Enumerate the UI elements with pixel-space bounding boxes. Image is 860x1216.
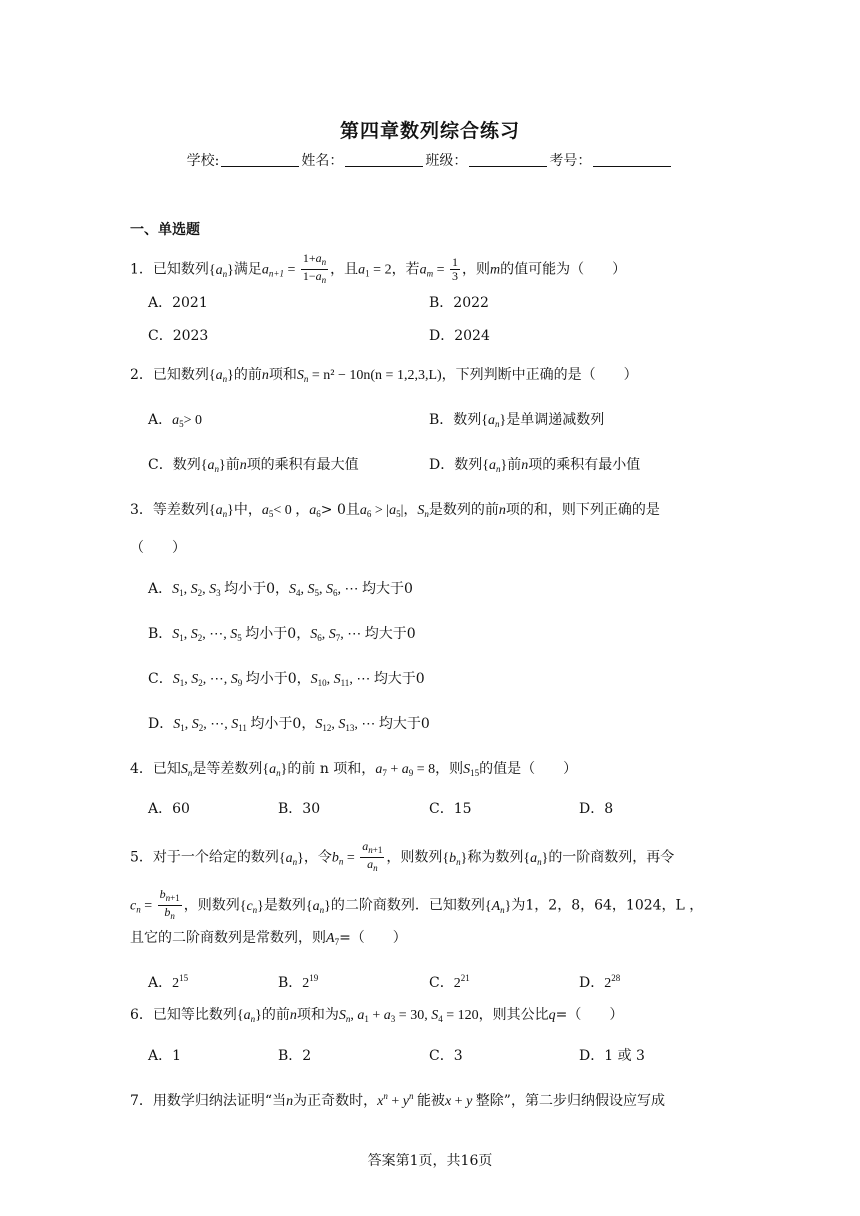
option-text: 前: [507, 457, 522, 473]
q6-option-d[interactable]: D．1 或 3: [579, 1048, 645, 1064]
option-text: 均小于0，: [245, 671, 311, 687]
question-6: [130, 1005, 623, 1029]
math: a: [261, 262, 269, 278]
q7-text: 用数学归纳法证明“当: [152, 1093, 287, 1109]
option-text: B．数列: [429, 412, 482, 428]
page-footer: 答案第1页，共16页: [367, 1153, 493, 1169]
exponent: 21: [460, 973, 470, 983]
fraction: $\frac{1+a_n}{1-a_n}$: [302, 251, 327, 285]
question-number: 4．: [130, 761, 153, 777]
q6-text: ，则其公比: [478, 1007, 549, 1023]
math: =: [343, 850, 359, 866]
option-letter: C．: [429, 975, 454, 991]
option-text: 项的乘积有最大值: [246, 457, 359, 473]
math: n: [498, 503, 506, 518]
name-label: 姓名：: [301, 153, 344, 169]
math: S: [463, 762, 471, 777]
option-text: 均大于0: [373, 671, 425, 687]
question-number: 3．: [130, 502, 153, 518]
q5-text: 称为数列: [467, 849, 524, 866]
name-blank[interactable]: [345, 152, 423, 167]
q5-option-a[interactable]: [148, 968, 188, 994]
math: S: [180, 762, 188, 777]
q6-text: 的前: [261, 1007, 290, 1023]
math: n: [338, 856, 344, 867]
math: =: [369, 262, 385, 278]
q2-option-b[interactable]: [429, 410, 604, 434]
q6-option-b[interactable]: B．2: [278, 1048, 312, 1064]
math: n: [424, 509, 429, 519]
math: $2^{21}$: [453, 973, 470, 991]
q1-option-c[interactable]: C．2023: [148, 328, 209, 344]
q1-option-a[interactable]: A．2021: [148, 295, 208, 311]
option-letter: C．: [148, 671, 173, 687]
q4-text: 的前 n 项和，: [287, 761, 376, 777]
q3-text: ，: [403, 502, 418, 518]
q1-text: ，则: [461, 261, 490, 278]
math: a: [309, 503, 317, 518]
math: a: [359, 503, 367, 518]
option-text: 是单调递减数列: [506, 412, 605, 428]
option-text: 均大于0: [378, 716, 430, 732]
q7-text: 能被: [416, 1093, 445, 1109]
math: $\{a_n\}$: [208, 262, 234, 279]
math: $\{a_n\}$: [305, 898, 331, 915]
question-5-line-3: [130, 928, 407, 952]
math: > 0: [183, 413, 203, 428]
q1-text: 的值可能为（ ）: [500, 261, 627, 278]
math: $S_n$, $a_1 + a_3 = 30$, $S_4 = 120$: [338, 1008, 479, 1024]
q4-text: ，则: [435, 761, 464, 777]
math: $S_1$, $S_2$, $S_3$: [172, 582, 221, 598]
question-1: [130, 252, 626, 287]
exponent: 19: [309, 973, 319, 983]
q5-text: 的二阶商数列．已知数列: [330, 897, 485, 914]
option-text: 前: [225, 457, 240, 473]
school-blank[interactable]: [221, 152, 299, 167]
math: n² − 10n(n = 1,2,3,L): [323, 368, 442, 383]
page-title: 第四章数列综合练习: [339, 120, 520, 142]
math: > $|a_5|$: [371, 503, 404, 519]
q4-option-b[interactable]: B．30: [278, 801, 321, 817]
math: n: [286, 1094, 294, 1109]
math: $S_1$, $S_2$, ⋯, $S_{11}$: [173, 717, 247, 733]
math: a: [358, 262, 366, 278]
q5-text: ，令: [303, 849, 332, 866]
q5-text: 是数列: [263, 897, 306, 914]
option-letter: A．: [148, 412, 173, 428]
student-info-line: [0, 150, 860, 170]
math: a: [261, 503, 269, 518]
option-text: 均小于0，: [245, 626, 311, 642]
q5-text: 为1，2，8，64，1024，L ，: [511, 897, 704, 914]
q4-text: 是等差数列: [192, 761, 263, 777]
math: $x^n + y^n$: [377, 1091, 414, 1109]
question-number: 5．: [130, 849, 153, 866]
math: n: [303, 374, 309, 384]
question-number: 6．: [130, 1007, 153, 1023]
id-label: 考号：: [549, 153, 592, 169]
math: $\{A_n\}$: [484, 898, 512, 915]
math: $S_1$, $S_2$, ⋯, $S_5$: [172, 627, 242, 643]
math: m: [426, 268, 434, 279]
math: < 0 ，: [273, 503, 310, 518]
math: $\{a_n\}$: [278, 850, 304, 867]
math: 2: [384, 262, 392, 278]
math: 5: [179, 419, 184, 429]
math: $\{a_n\}$: [200, 458, 226, 474]
question-5-line-1: [130, 840, 674, 875]
section-heading: 一、单选题: [130, 222, 200, 238]
q3-text: 是数列的前: [428, 502, 499, 518]
math: $\{c_n\}$: [239, 898, 264, 915]
math: $\{a_n\}$: [208, 503, 234, 519]
q2-option-a[interactable]: [148, 410, 202, 434]
q5-text: 且它的二阶商数列是常数列，则: [130, 930, 326, 946]
option-text: 均大于0: [364, 626, 416, 642]
math: n: [239, 458, 247, 473]
math: 15: [470, 768, 480, 778]
option-letter: A．: [148, 975, 173, 991]
q4-text: 的值是（ ）: [479, 761, 578, 777]
class-blank[interactable]: [469, 152, 547, 167]
math: $\{a_n\}$: [481, 413, 507, 429]
math: $\{a_n\}$: [236, 1008, 262, 1024]
question-7: [130, 1086, 665, 1112]
exponent: 28: [611, 973, 621, 983]
q1-text: ，且: [330, 261, 359, 278]
math: 6: [366, 509, 372, 519]
option-text: 均大于0: [362, 581, 413, 597]
math: n: [289, 1008, 297, 1023]
math: c: [130, 898, 137, 914]
q4-option-d[interactable]: D．8: [579, 801, 614, 817]
q5-option-d[interactable]: [579, 968, 620, 994]
option-letter: B．: [148, 626, 173, 642]
q2-option-c[interactable]: [148, 455, 359, 479]
math: $S_{10}$, $S_{11}$, ⋯: [310, 672, 374, 688]
q6-text: 已知等比数列: [152, 1007, 237, 1023]
q5-text: 对于一个给定的数列: [152, 849, 279, 866]
question-2: [130, 365, 638, 389]
math: 5: [268, 509, 274, 519]
option-text: 均小于0，: [224, 581, 290, 597]
option-text: 项的乘积有最小值: [528, 457, 641, 473]
question-number: 2．: [130, 367, 153, 383]
math: $S_6$, $S_7$, ⋯: [310, 627, 365, 643]
math: n+1: [268, 268, 284, 279]
math: A: [326, 931, 335, 946]
math: $\{a_n\}$: [523, 850, 549, 867]
math: $2^{28}$: [604, 973, 621, 991]
option-text: C．数列: [148, 457, 201, 473]
q5-text: =（ ）: [339, 930, 407, 946]
q7-text: 整除”，第二步归纳假设应写成: [475, 1093, 665, 1109]
math: S: [296, 368, 304, 383]
q5-text: 的一阶商数列，再令: [548, 849, 675, 866]
math: $2^{15}$: [172, 973, 189, 991]
q6-text: 项和为: [296, 1007, 339, 1023]
q1-text: 满足: [233, 261, 262, 278]
q3-paren: （ ）: [130, 540, 186, 556]
math: =: [308, 368, 324, 383]
math: q: [548, 1008, 556, 1023]
q4-option-a[interactable]: A．60: [148, 801, 190, 817]
q3-option-a[interactable]: [148, 579, 413, 603]
q3-text: 中，: [233, 502, 262, 518]
q3-option-d[interactable]: [148, 714, 430, 738]
q3-text: > 0且: [320, 502, 360, 518]
q1-text: ，若: [391, 261, 420, 278]
q5-text: ，则数列: [386, 849, 443, 866]
q3-option-c[interactable]: [148, 669, 425, 693]
q3-text: 等差数列: [152, 502, 209, 518]
q4-option-c[interactable]: C．15: [429, 801, 472, 817]
q2-text: 项和: [268, 367, 297, 383]
math: =: [283, 262, 299, 278]
math: n: [136, 904, 141, 915]
q2-text: 的前: [233, 367, 262, 383]
math: b: [331, 850, 339, 866]
math: $\{a_n\}$: [262, 762, 288, 778]
math: $S_4$, $S_5$, $S_6$, ⋯: [289, 582, 363, 598]
option-text: 均小于0，: [250, 716, 316, 732]
option-text: D．数列: [429, 457, 483, 473]
math: a: [172, 413, 180, 428]
math: $S_1$, $S_2$, ⋯, $S_9$: [172, 672, 243, 688]
q2-option-d[interactable]: [429, 455, 640, 479]
math: n: [261, 368, 269, 383]
math: $\{a_n\}$: [482, 458, 508, 474]
math: m: [489, 262, 501, 278]
q5-option-b[interactable]: [278, 968, 318, 994]
q6-option-c[interactable]: C．3: [429, 1048, 463, 1064]
class-label: 班级：: [425, 153, 468, 169]
q5-option-c[interactable]: [429, 968, 470, 994]
question-3: [130, 500, 660, 524]
question-5-line-2: [130, 888, 703, 923]
math: $2^{19}$: [302, 973, 319, 991]
math: S: [417, 503, 425, 518]
math: 6: [316, 509, 321, 519]
q3-text: 项的和，则下列正确的是: [505, 502, 660, 518]
math: 7: [334, 937, 340, 947]
math: a: [419, 262, 427, 278]
question-4: [130, 759, 577, 783]
math: $S_{12}$, $S_{13}$, ⋯: [315, 717, 379, 733]
math: n: [187, 768, 193, 778]
q4-text: 已知: [152, 761, 181, 777]
q2-text: 已知数列: [152, 367, 209, 383]
q5-text: ，则数列: [183, 897, 240, 914]
q1-option-b[interactable]: B．2022: [429, 295, 489, 311]
fraction: $\frac{b_{n+1}}{b_n}$: [159, 887, 180, 921]
q2-text: ，下列判断中正确的是（ ）: [441, 367, 638, 383]
math: $\{a_n\}$: [208, 368, 234, 384]
math: =: [433, 262, 448, 278]
q3-option-b[interactable]: [148, 624, 416, 648]
option-letter: A．: [148, 581, 173, 597]
option-letter: B．: [278, 975, 303, 991]
math: =: [140, 898, 156, 914]
math: n: [521, 458, 529, 473]
school-label: 学校:: [186, 153, 220, 169]
option-letter: D．: [148, 716, 174, 732]
exponent: 15: [179, 973, 189, 983]
question-number: 7．: [130, 1093, 153, 1109]
math: $a_7 + a_9 = 8$: [375, 762, 436, 778]
math: $\{b_n\}$: [442, 850, 468, 867]
q6-option-a[interactable]: A．1: [148, 1048, 182, 1064]
q1-text: 已知数列: [152, 261, 209, 278]
math: 1: [365, 268, 370, 279]
fraction: $\frac{a_{n+1}}{a_n}$: [362, 839, 383, 873]
math: x + y: [444, 1094, 473, 1109]
option-letter: D．: [579, 975, 605, 991]
fraction: $\frac{1}{3}$: [451, 255, 458, 283]
q7-text: 为正奇数时，: [293, 1093, 378, 1109]
q1-option-d[interactable]: D．2024: [429, 328, 490, 344]
id-blank[interactable]: [593, 152, 671, 167]
q6-text: =（ ）: [555, 1007, 624, 1023]
question-number: 1．: [130, 261, 153, 278]
